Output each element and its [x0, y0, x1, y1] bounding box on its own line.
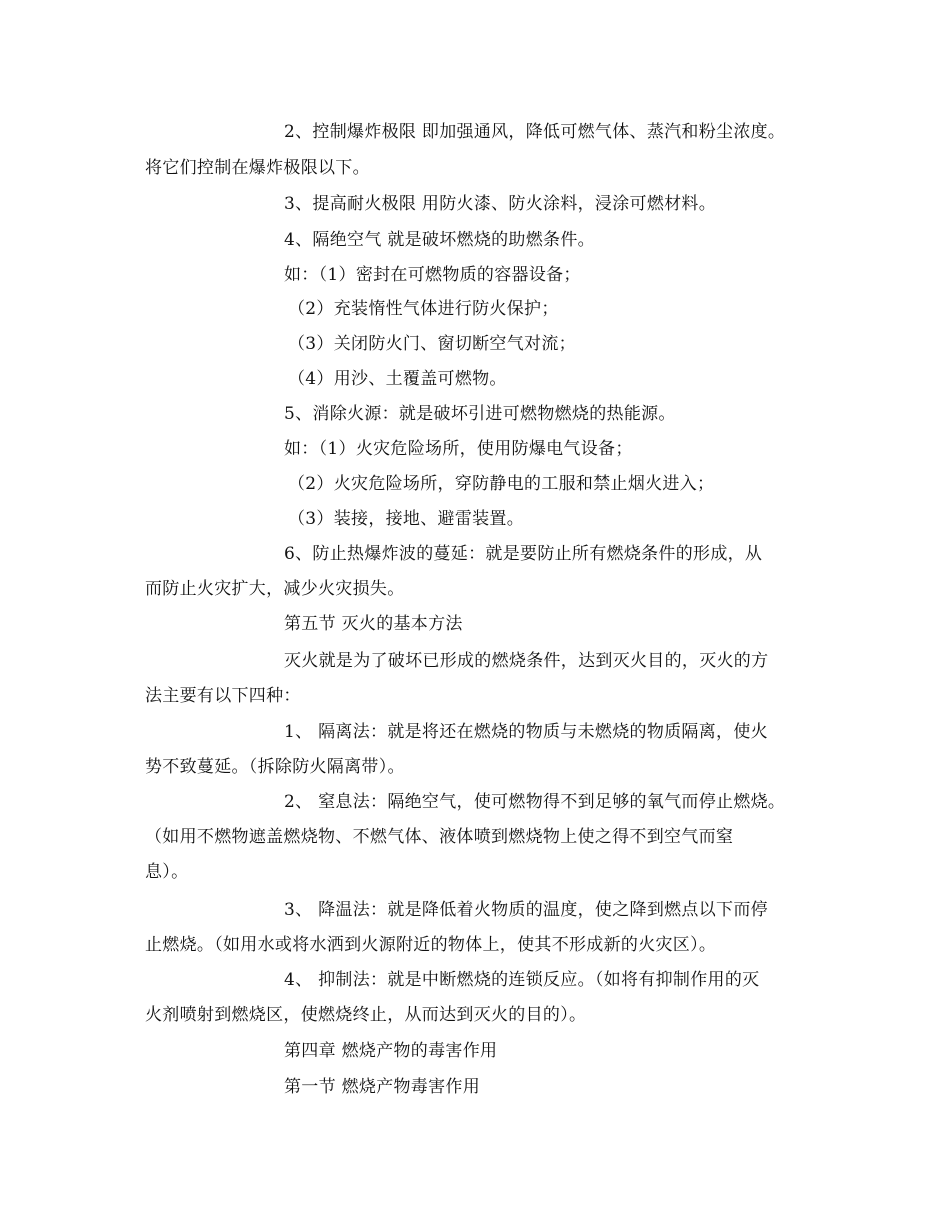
paragraph-line: （如用不燃物遮盖燃烧物、不燃气体、液体喷到燃烧物上使之得不到空气而窒	[145, 827, 734, 847]
paragraph-line: 6、防止热爆炸波的蔓延：就是要防止所有燃烧条件的形成，从	[284, 544, 763, 564]
paragraph-line: 息）。	[145, 862, 189, 882]
paragraph-line: 火剂喷射到燃烧区，使燃烧终止，从而达到灭火的目的）。	[145, 1005, 587, 1025]
paragraph-line: 3、 降温法：就是降低着火物质的温度，使之降到燃点以下而停	[284, 900, 768, 920]
paragraph-line: （3）关闭防火门、窗切断空气对流；	[288, 334, 576, 354]
paragraph-line: （2）充装惰性气体进行防火保护；	[288, 299, 559, 319]
paragraph-line: 如：（1）密封在可燃物质的容器设备；	[284, 265, 581, 285]
paragraph-line: 而防止火灾扩大，减少火灾损失。	[145, 579, 405, 599]
paragraph-line: 1、 隔离法：就是将还在燃烧的物质与未燃烧的物质隔离，使火	[284, 722, 768, 742]
paragraph-line: 2、 窒息法：隔绝空气，使可燃物得不到足够的氧气而停止燃烧。	[284, 792, 786, 812]
paragraph-line: （2）火灾危险场所，穿防静电的工服和禁止烟火进入；	[288, 474, 715, 494]
section-heading: 第五节 灭火的基本方法	[284, 614, 463, 634]
paragraph-line: 如：（1）火灾危险场所，使用防爆电气设备；	[284, 439, 633, 459]
paragraph-line: 势不致蔓延。（拆除防火隔离带）。	[145, 757, 405, 777]
paragraph-line: 4、隔绝空气 就是破坏燃烧的助燃条件。	[284, 230, 595, 250]
paragraph-line: 4、 抑制法：就是中断燃烧的连锁反应。（如将有抑制作用的灭	[284, 970, 760, 990]
paragraph-line: 3、提高耐火极限 用防火漆、防火涂料，浸涂可燃材料。	[284, 194, 717, 214]
paragraph-line: （3）装接，接地、避雷装置。	[288, 509, 525, 529]
paragraph-line: 将它们控制在爆炸极限以下。	[145, 158, 370, 178]
chapter-heading: 第四章 燃烧产物的毒害作用	[284, 1041, 498, 1061]
paragraph-line: 灭火就是为了破坏已形成的燃烧条件，达到灭火目的，灭火的方	[284, 651, 769, 671]
paragraph-line: 法主要有以下四种：	[145, 686, 301, 706]
section-heading: 第一节 燃烧产物毒害作用	[284, 1077, 481, 1097]
paragraph-line: 止燃烧。（如用水或将水洒到火源附近的物体上，使其不形成新的火灾区）。	[145, 935, 717, 955]
paragraph-line: （4）用沙、土覆盖可燃物。	[288, 369, 507, 389]
paragraph-line: 2、控制爆炸极限 即加强通风，降低可燃气体、蒸汽和粉尘浓度。	[284, 122, 786, 142]
paragraph-line: 5、消除火源：就是破坏引进可燃物燃烧的热能源。	[284, 404, 676, 424]
